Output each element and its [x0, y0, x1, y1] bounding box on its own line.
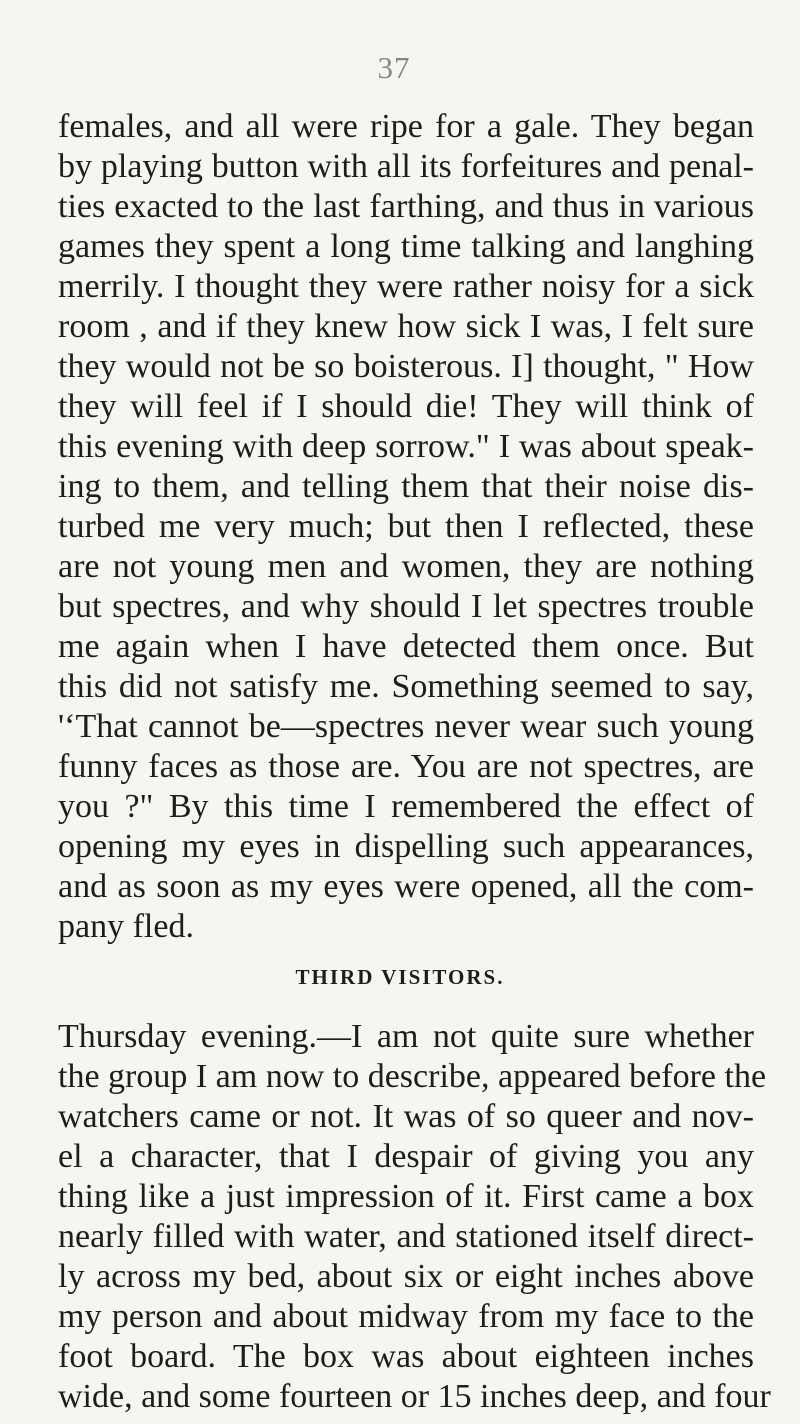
- text-line: they will feel if I should die! They will think of: [58, 388, 754, 425]
- text-line: opening my eyes in dispelling such appearances,: [58, 828, 754, 865]
- text-line: but spectres, and why should I let spectres trouble: [58, 588, 754, 625]
- text-line: foot board. The box was about eighteen inches: [58, 1338, 754, 1375]
- text-line: this evening with deep sorrow." I was about speak-: [58, 428, 754, 465]
- section-heading: THIRD VISITORS.: [295, 965, 505, 989]
- text-line: ing to them, and telling them that their noise dis-: [58, 468, 754, 505]
- text-line: and as soon as my eyes were opened, all the com-: [58, 868, 754, 905]
- text-line: females, and all were ripe for a gale. They began: [58, 108, 754, 145]
- text-line: by playing button with all its forfeitures and penal-: [58, 148, 754, 185]
- text-line: this did not satisfy me. Something seemed to say,: [58, 668, 754, 705]
- text-line: merrily. I thought they were rather noisy for a sick: [58, 268, 754, 305]
- text-line: are not young men and women, they are nothing: [58, 548, 754, 585]
- text-line: the group I am now to describe, appeared before the: [58, 1058, 767, 1095]
- text-line: me again when I have detected them once. But: [58, 628, 754, 665]
- text-line: pany fled.: [58, 908, 194, 945]
- text-line: you ?" By this time I remembered the effect of: [58, 788, 754, 825]
- text-line: '‘That cannot be—spectres never wear such young: [58, 708, 754, 745]
- text-line: nearly filled with water, and stationed itself direct-: [58, 1218, 754, 1255]
- text-line: Thursday evening.—I am not quite sure whether: [58, 1018, 754, 1055]
- text-line: turbed me very much; but then I reflected, these: [58, 508, 754, 545]
- text-line: wide, and some fourteen or 15 inches deep, and four: [58, 1378, 771, 1415]
- text-line: funny faces as those are. You are not spectres, are: [58, 748, 754, 785]
- text-line: they would not be so boisterous. I] thought, " How: [58, 348, 754, 385]
- text-line: el a character, that I despair of giving you any: [58, 1138, 754, 1175]
- text-line: watchers came or not. It was of so queer and nov-: [58, 1098, 754, 1135]
- text-line: my person and about midway from my face to the: [58, 1298, 754, 1335]
- text-line: ly across my bed, about six or eight inches above: [58, 1258, 754, 1295]
- text-line: ties exacted to the last farthing, and thus in various: [58, 188, 754, 225]
- text-line: room , and if they knew how sick I was, I felt sure: [58, 308, 754, 345]
- text-line: thing like a just impression of it. First came a box: [58, 1178, 754, 1215]
- page-number: 37: [377, 50, 411, 85]
- text-line: games they spent a long time talking and langhing: [58, 228, 754, 265]
